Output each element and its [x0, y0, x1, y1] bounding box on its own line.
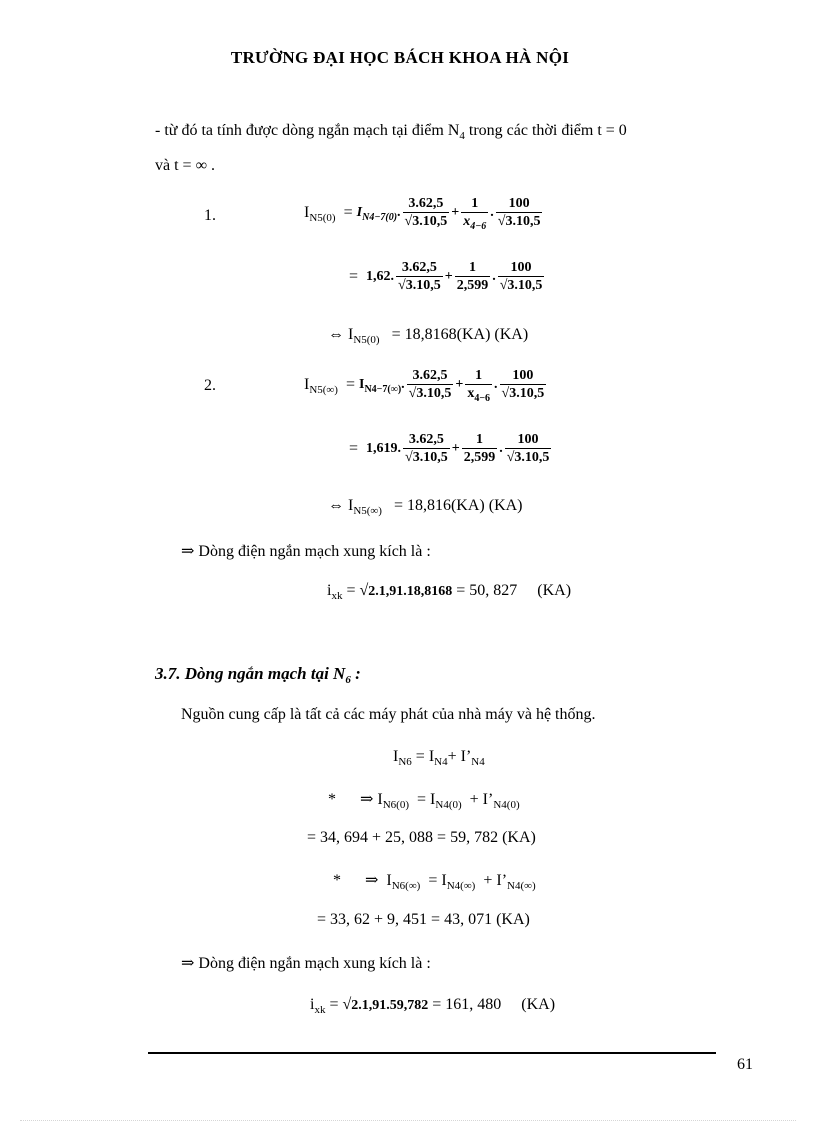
- intro-line-2: và t = ∞ .: [155, 157, 215, 174]
- page-bottom-dots: [20, 1120, 796, 1121]
- page-header: TRƯỜNG ĐẠI HỌC BÁCH KHOA HÀ NỘI: [230, 48, 570, 67]
- eq2-frac-3: $\frac{100}{√3.10,5}$: [501, 368, 545, 401]
- eq2-index: 2.: [204, 377, 216, 394]
- section-heading: 3.7. Dòng ngắn mạch tại $N_6$ :: [155, 664, 361, 686]
- eq2b-frac-2: $\frac{1}{2,599}$: [463, 432, 496, 465]
- eq1-index: 1.: [204, 207, 216, 224]
- sum-formula: $I_{N6} = I_{N4}+$ $I’_{N4}$: [393, 748, 485, 768]
- eq2-line: $I_{N5(\infty)}$ = $I_{N4-7(\infty)}$ . $\frac{3.62,5}{√3.10,5}$ + $\frac{1}{x_{4-6}}$ . $\frac{100}{√3.10,5}$: [304, 368, 545, 404]
- eq1-lhs: $I_{N5(0)}$: [304, 203, 336, 224]
- intro-line-1: - từ đó ta tính được dòng ngắn mạch tại điểm $N_4$ trong các thời điểm t = 0: [155, 122, 627, 142]
- footer-rule: [148, 1052, 716, 1054]
- eq2-i-symbol: $I_{N4-7(\infty)}$: [358, 376, 402, 395]
- case-1: * ⇒ $I_{N6(0)} = I_{N4(0)}$ + $I’_{N4(0)}$: [328, 791, 520, 811]
- eq2-frac-2: $\frac{1}{x_{4-6}}$: [467, 368, 491, 404]
- eq1-i-symbol: $I_{N4-7(0)}$: [356, 204, 398, 223]
- eq1b-frac-2: $\frac{1}{2,599}$: [456, 260, 489, 293]
- eq1-line: $I_{N5(0)}$ = $I_{N4-7(0)}$ . $\frac{3.62,5}{√3.10,5}$ + $\frac{1}{x_{4-6}}$ . $\frac{100}{√3.10,5}$: [304, 196, 541, 232]
- calc-2: = 33, 62 + 9, 451 = 43, 071 (KA): [317, 911, 530, 928]
- eq1b-frac-3: $\frac{100}{√3.10,5}$: [499, 260, 543, 293]
- eq1-frac-1: $\frac{3.62,5}{√3.10,5}$: [404, 196, 448, 229]
- calc-1: = 34, 694 + 25, 088 = 59, 782 (KA): [307, 829, 536, 846]
- case-2: * ⇒ $I_{N6(\infty)} = I_{N4(\infty)}$ + $I’_{N4(\infty)}$: [333, 872, 536, 892]
- eq1b-frac-1: $\frac{3.62,5}{√3.10,5}$: [398, 260, 441, 293]
- eq2b-frac-1: $\frac{3.62,5}{√3.10,5}$: [405, 432, 448, 465]
- eq1b-line: = 1,62 . $\frac{3.62,5}{√3.10,5}$ + $\frac{1}{2,599}$ . $\frac{100}{√3.10,5}$: [349, 260, 543, 293]
- eq2-frac-1: $\frac{3.62,5}{√3.10,5}$: [408, 368, 452, 401]
- ixk-1: $i_{xk} = √2.1,91.18,8168 = 50$, 827 (KA): [327, 582, 572, 602]
- source-text: Nguồn cung cấp là tất cả các máy phát của nhà máy và hệ thống.: [181, 706, 596, 723]
- impulse-line-1: ⇒ Dòng điện ngắn mạch xung kích là :: [181, 543, 431, 560]
- eq2b-line: = 1,619 . $\frac{3.62,5}{√3.10,5}$ + $\frac{1}{2,599}$ . $\frac{100}{√3.10,5}$: [349, 432, 550, 465]
- eq2b-frac-3: $\frac{100}{√3.10,5}$: [506, 432, 550, 465]
- eq1-frac-3: $\frac{100}{√3.10,5}$: [497, 196, 541, 229]
- eq1-result: ⇔ $I_{N5(0)}$ = 18,8168(KA) (KA): [328, 326, 529, 346]
- impulse-line-2: ⇒ Dòng điện ngắn mạch xung kích là :: [181, 955, 431, 972]
- ixk-2: $i_{xk} = √2.1,91.59,782 = 161$, 480 (KA): [310, 996, 556, 1016]
- eq1-frac-2: $\frac{1}{x_{4-6}}$: [463, 196, 487, 232]
- page-number: 61: [737, 1056, 753, 1073]
- eq2-result: ⇔ $I_{N5(\infty)}$ = 18,816(KA) (KA): [328, 497, 523, 517]
- eq2-lhs: $I_{N5(\infty)}$: [304, 375, 338, 396]
